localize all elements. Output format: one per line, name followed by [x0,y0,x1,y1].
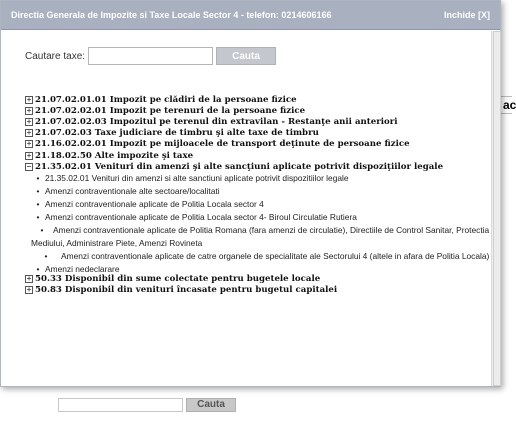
tree-node[interactable] [25,273,501,284]
search-button[interactable]: Cauta [216,47,276,65]
tree-node[interactable] [25,94,501,105]
tree-node-label[interactable]: 21.18.02.50 Alte impozite şi taxe [35,150,194,161]
bullet-icon: • [36,212,40,223]
search-input[interactable] [88,47,213,65]
modal-header [1,1,500,30]
tree-node[interactable] [25,105,501,116]
search-label: Cautare taxe: [25,50,86,62]
bullet-icon: • [36,199,40,210]
tree-children [31,172,501,276]
tree-node[interactable] [25,116,501,127]
tree-child-item[interactable]: • Amenzi contraventionale alte sectoare/localitati [31,185,501,198]
expand-icon[interactable]: + [26,284,32,294]
bullet-icon: • [36,173,40,184]
tree-node-label[interactable]: 50.83 Disponibil din venituri încasate pentru bugetul capitalei [35,284,338,295]
tree-child-item[interactable]: • 21.35.02.01 Venituri din amenzi si alte sanctiuni aplicate potrivit dispozitiilor legale [31,172,501,185]
tree-node-label[interactable]: 21.07.02.01.01 Impozit pe clădiri de la persoane fizice [35,94,297,105]
vertical-scrollbar[interactable] [491,31,501,386]
expand-icon[interactable]: + [26,116,32,126]
expand-icon[interactable]: + [26,94,32,104]
bullet-icon: • [44,251,48,262]
tree-node-label[interactable]: 21.07.02.02.03 Impozitul pe terenul din extravilan - Restanţe anii anteriori [35,116,398,127]
bullet-icon: • [36,264,40,275]
expand-icon[interactable]: + [26,150,32,160]
collapse-icon[interactable]: − [26,161,32,171]
tree-child-item[interactable]: • Amenzi contraventionale aplicate de Politia Romana (fara amenzi de circulatie), Directiile de Control Sanitar, Protectia Mediului, Administrare Piete, Amenzi Rovineta [31,225,490,249]
expand-icon[interactable]: + [26,273,32,283]
bullet-icon: • [36,186,40,197]
tree-node-label[interactable]: 21.35.02.01 Venituri din amenzi şi alte sancţiuni aplicate potrivit dispoziţiilor legale [35,161,444,172]
close-button[interactable]: Inchide [X] [443,10,490,20]
scrollbar-thumb[interactable] [493,31,501,386]
tree-child-item[interactable]: • Amenzi contraventionale aplicate de catre organele de specialitate ale Sectorului 4 (altele in afara de Politia Locala) [31,250,501,263]
tax-tree-tail [25,273,501,295]
bullet-icon: • [40,225,44,236]
search-row [25,47,276,65]
background-text: ac [503,98,516,112]
background-search-input [58,398,183,412]
tree-node-label[interactable]: 21.16.02.02.01 Impozit pe mijloacele de transport deţinute de persoane fizice [35,139,410,150]
expand-icon[interactable]: + [26,105,32,115]
tree-child-item[interactable]: • Amenzi contraventionale aplicate de Politia Locala sector 4 [31,198,501,211]
background-search-button: Cauta [186,398,236,412]
tree-node[interactable] [25,150,501,161]
tree-node[interactable] [25,128,501,139]
modal-title: Directia Generala de Impozite si Taxe Locale Sector 4 - telefon: 0214606166 [11,10,332,20]
tree-node-label[interactable]: 21.07.02.03 Taxe judiciare de timbru şi alte taxe de timbru [35,128,319,139]
tree-node-label[interactable]: 50.33 Disponibil din sume colectate pentru bugetele locale [35,273,321,284]
tree-node[interactable] [25,139,501,150]
tree-node-expanded[interactable] [25,161,501,172]
expand-icon[interactable]: + [26,139,32,149]
tree-node[interactable] [25,284,501,295]
tree-child-item[interactable]: • Amenzi nedeclarare [31,263,501,276]
expand-icon[interactable]: + [26,128,32,138]
tax-tree [25,94,501,276]
tree-node-label[interactable]: 21.07.02.02.01 Impozit pe terenuri de la persoane fizice [35,105,306,116]
tree-child-item[interactable]: • Amenzi contraventionale aplicate de Politia Locala sector 4- Biroul Circulatie Rutiera [31,211,501,224]
